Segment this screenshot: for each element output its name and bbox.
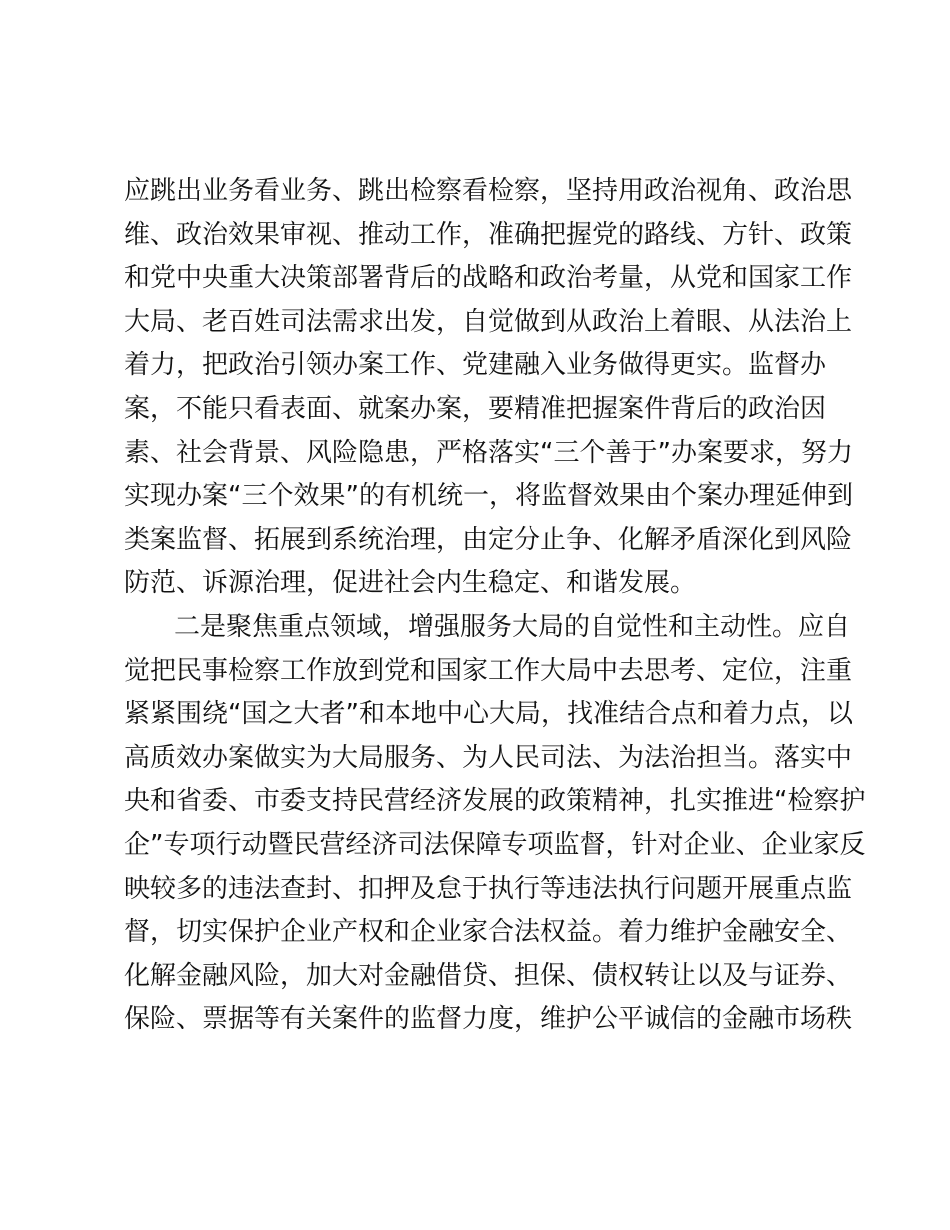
text-line: 素、社会背景、风险隐患，严格落实“三个善于”办案要求，努力 bbox=[124, 437, 853, 468]
text-line: 维、政治效果审视、推动工作，准确把握党的路线、方针、政策 bbox=[124, 219, 853, 250]
text-line: 大局、老百姓司法需求出发，自觉做到从政治上着眼、从法治上 bbox=[124, 306, 853, 337]
text-line: 督，切实保护企业产权和企业家合法权益。着力维护金融安全、 bbox=[124, 917, 853, 948]
text-line: 映较多的违法查封、扣押及怠于执行等违法执行问题开展重点监 bbox=[124, 873, 853, 904]
text-line: 保险、票据等有关案件的监督力度，维护公平诚信的金融市场秩 bbox=[124, 1004, 853, 1035]
text-line: 实现办案“三个效果”的有机统一，将监督效果由个案办理延伸到 bbox=[124, 481, 853, 512]
body-text bbox=[124, 170, 866, 1042]
text-line: 防范、诉源治理，促进社会内生稳定、和谐发展。 bbox=[124, 568, 697, 599]
text-line: 央和省委、市委支持民营经济发展的政策精神，扎实推进“检察护 bbox=[124, 786, 866, 817]
text-line: 案，不能只看表面、就案办案，要精准把握案件背后的政治因 bbox=[124, 393, 827, 424]
text-line: 着力，把政治引领办案工作、党建融入业务做得更实。监督办 bbox=[124, 350, 827, 381]
text-line: 觉把民事检察工作放到党和国家工作大局中去思考、定位，注重 bbox=[124, 655, 853, 686]
text-line: 紧紧围绕“国之大者”和本地中心大局，找准结合点和着力点，以 bbox=[124, 699, 853, 730]
text-line: 应跳出业务看业务、跳出检察看检察，坚持用政治视角、政治思 bbox=[124, 176, 853, 206]
text-line: 和党中央重大决策部署背后的战略和政治考量，从党和国家工作 bbox=[124, 263, 853, 294]
text-line: 化解金融风险，加大对金融借贷、担保、债权转让以及与证券、 bbox=[124, 960, 853, 991]
paragraph-start-line: 二是聚焦重点领域，增强服务大局的自觉性和主动性。应自 bbox=[174, 611, 851, 642]
text-line: 类案监督、拓展到系统治理，由定分止争、化解矛盾深化到风险 bbox=[124, 524, 853, 555]
text-line: 企”专项行动暨民营经济司法保障专项监督，针对企业、企业家反 bbox=[124, 829, 866, 860]
text-line: 高质效办案做实为大局服务、为人民司法、为法治担当。落实中 bbox=[124, 742, 853, 773]
